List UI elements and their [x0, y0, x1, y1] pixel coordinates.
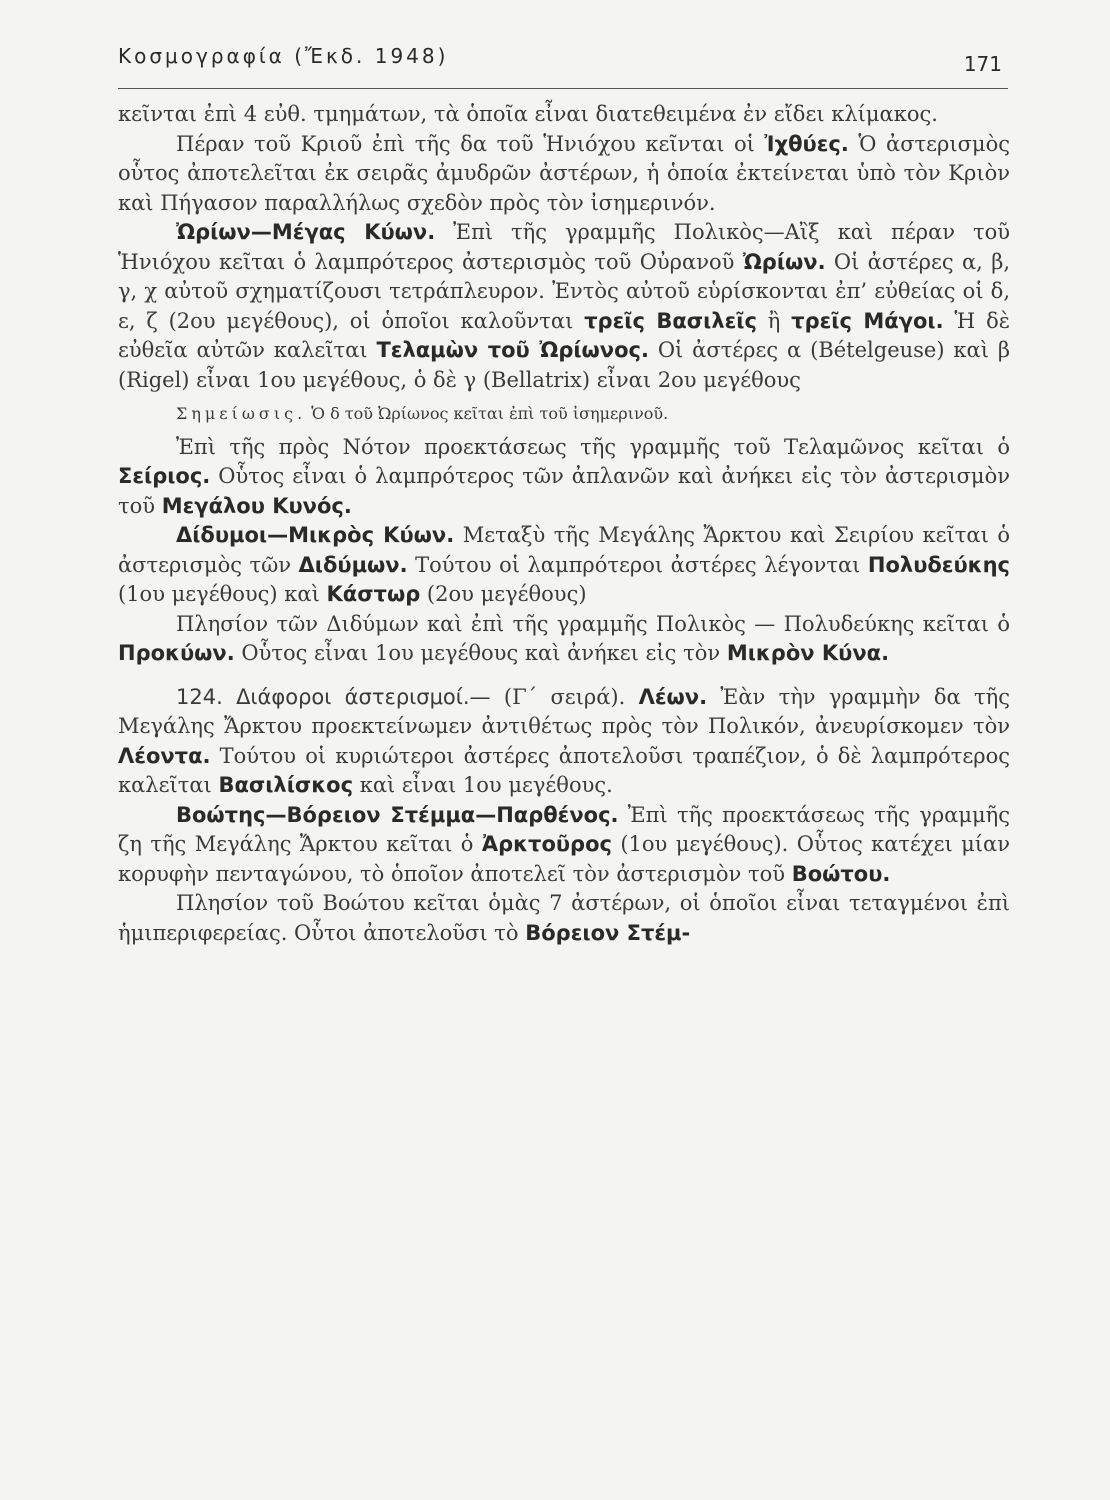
section-124: 124. Διάφοροι άστερισμοί.— (Γ΄ σειρά). Λέων. Ἐὰν τὴν γραμμὴν δα τῆς Μεγάλης Ἄρκτου προεκτείνωμεν ἀντιθέτως πρὸς τὸν Πολικόν, ἀνευρίσκομεν τὸν Λέοντα. Τούτου οἱ κυριώτεροι ἀστέρες ἀποτελοῦσι τραπέζιον, ὁ δὲ λαμπρότερος καλεῖται Βασιλίσκος καὶ εἶναι 1ου μεγέθους.: [118, 684, 1010, 797]
paragraph-procyon: Πλησίον τῶν Διδύμων καὶ ἐπὶ τῆς γραμμῆς Πολικὸς — Πολυδεύκης κεῖται ὁ Προκύων. Οὗτος εἶναι 1ου μεγέθους καὶ ἀνήκει εἰς τὸν Μικρὸν Κύνα.: [118, 611, 1010, 665]
heading-bootes: Βοώτης—Βόρειον Στέμμα—Παρθένος.: [176, 802, 619, 827]
paragraph-pisces: Πέραν τοῦ Κριοῦ ἐπὶ τῆς δα τοῦ Ἡνιόχου κεῖνται οἱ Ἰχθύες. Ὁ ἀστερισμὸς οὗτος ἀποτελεῖται ἐκ σειρᾶς ἀμυδρῶν ἀστέρων, ἡ ὁποία ἐκτείνεται ὑπὸ τὸν Κριὸν καὶ Πήγασον παραλλήλως σχεδὸν πρὸς τὸν ἰσημερινόν.: [118, 131, 1010, 215]
note: Σημείωσις. Ὁ δ τοῦ Ὠρίωνος κεῖται ἐπὶ τοῦ ἰσημερινοῦ.: [176, 404, 669, 423]
running-header: [118, 38, 1008, 89]
paragraph-orion: Ὠρίων—Μέγας Κύων. Ἐπὶ τῆς γραμμῆς Πολικὸς—Αἲξ καὶ πέραν τοῦ Ἡνιόχου κεῖται ὁ λαμπρότερος ἀστερισμὸς τοῦ Οὐρανοῦ Ὠρίων. Οἱ ἀστέρες α, β, γ, χ αὐτοῦ σχηματίζουσι τετράπλευρον. Ἐντὸς αὐτοῦ εὑρίσκονται ἐπ’ εὐθείας οἱ δ, ε, ζ (2ου μεγέθους), οἱ ὁποῖοι καλοῦνται τρεῖς Βασιλεῖς ἢ τρεῖς Μάγοι. Ἡ δὲ εὐθεῖα αὐτῶν καλεῖται Τελαμὼν τοῦ Ὠρίωνος. Οἱ ἀστέρες α (Bételgeuse) καὶ β (Rigel) εἶναι 1ου μεγέθους, ὁ δὲ γ (Bellatrix) εἶναι 2ου μεγέθους: [118, 220, 1011, 392]
note-label: Σημείωσις.: [176, 404, 307, 423]
heading-gemini: Δίδυμοι—Μικρὸς Κύων.: [176, 523, 455, 547]
heading-orion: Ὠρίων—Μέγας Κύων.: [176, 220, 436, 244]
section-title: 124. Διάφοροι άστερισμοί.—: [176, 684, 504, 709]
paragraph-gemini: Δίδυμοι—Μικρὸς Κύων. Μεταξὺ τῆς Μεγάλης Ἄρκτου καὶ Σειρίου κεῖται ὁ ἀστερισμὸς τῶν Διδύμων. Τούτου οἱ λαμπρότεροι ἀστέρες λέγονται Πολυδεύκης (1ου μεγέθους) καὶ Κάστωρ (2ου μεγέθους): [118, 523, 1010, 606]
paragraph-corona: Πλησίον τοῦ Βοώτου κεῖται ὁμὰς 7 ἀστέρων, οἱ ὁποῖοι εἶναι τεταγμένοι ἐπὶ ἡμιπεριφερείας. Οὗτοι ἀποτελοῦσι τὸ Βόρειον Στέμ-: [118, 891, 1010, 945]
page-number: 171: [963, 52, 1002, 76]
book-title: Κοσμογραφία (Ἔκδ. 1948): [118, 44, 449, 68]
term-ichthyes: Ἰχθύες.: [764, 131, 849, 156]
paragraph-bootes: Βοώτης—Βόρειον Στέμμα—Παρθένος. Ἐπὶ τῆς προεκτάσεως τῆς γραμμῆς ζη τῆς Μεγάλης Ἄρκτου κεῖται ὁ Ἀρκτοῦρος (1ου μεγέθους). Οὗτος κατέχει μίαν κορυφὴν πενταγώνου, τὸ ὁποῖον ἀποτελεῖ τὸν ἀστερισμὸν τοῦ Βοώτου.: [118, 802, 1010, 886]
paragraph-sirius: Ἐπὶ τῆς πρὸς Νότον προεκτάσεως τῆς γραμμῆς τοῦ Τελαμῶνος κεῖται ὁ Σείριος. Οὗτος εἶναι ὁ λαμπρότερος τῶν ἀπλανῶν καὶ ἀνήκει εἰς τὸν ἀστερισμὸν τοῦ Μεγάλου Κυνός.: [118, 434, 1010, 518]
body-text: [118, 100, 1010, 948]
paragraph-1: κεῖνται ἐπὶ 4 εὐθ. τμημάτων, τὰ ὁποῖα εἶναι διατεθειμένα ἐν εἴδει κλίμακος.: [118, 102, 938, 126]
